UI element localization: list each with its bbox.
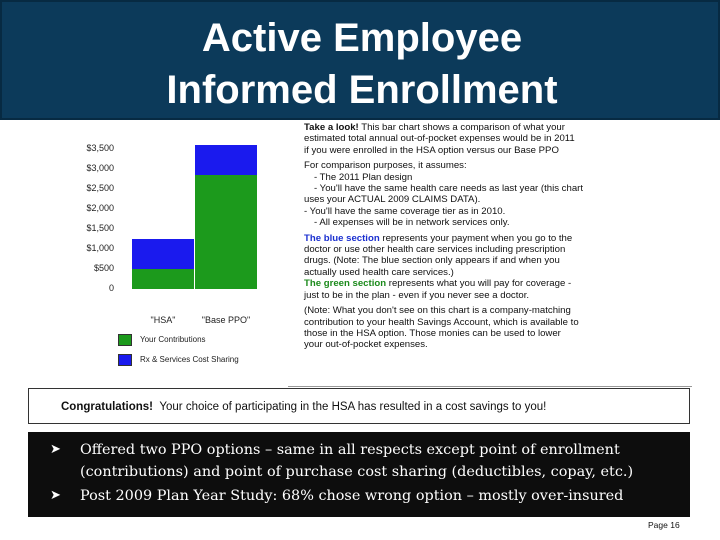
- description-line: - You'll have the same health care needs as last year (this chart: [314, 183, 584, 195]
- y-tick-label: $2,500: [86, 183, 114, 193]
- take-look-label: Take a look!: [304, 122, 359, 133]
- divider-line: [288, 386, 692, 387]
- description-line: drugs. (Note: The blue section only appears if and when you: [304, 255, 560, 267]
- bullet-text: Offered two PPO options – same in all respects except point of enrollment: [80, 442, 620, 458]
- description-line: your out-of-pocket expenses.: [304, 339, 428, 351]
- description-line: actually used health care services.): [304, 266, 454, 278]
- bullet-text: (contributions) and point of purchase cost sharing (deductibles, copay, etc.): [80, 464, 634, 480]
- y-tick-label: 0: [108, 283, 114, 293]
- blue-section-intro: [304, 233, 654, 244]
- chart-panel: [78, 122, 298, 380]
- description-line: estimated total annual out-of-pocket expenses would be in 2011: [304, 133, 575, 145]
- arrow-bullet-icon: ➤: [50, 442, 61, 457]
- congrats-label: Congratulations!: [61, 401, 153, 413]
- legend-label: Rx & Services Cost Sharing: [140, 355, 239, 364]
- description-intro: [304, 122, 654, 133]
- description-line: just to be in the plan - even if you never see a doctor.: [304, 289, 530, 301]
- page-number: Page 16: [648, 520, 680, 530]
- arrow-bullet-icon: ➤: [50, 488, 61, 503]
- slide-title-line-1: Active Employee: [201, 16, 523, 60]
- bar-segment-contributions: [195, 175, 257, 289]
- legend-label: Your Contributions: [140, 335, 206, 344]
- bullet-box: [28, 432, 690, 517]
- description-line: - All expenses will be in network services only.: [314, 217, 510, 229]
- description-line: For comparison purposes, it assumes:: [304, 160, 467, 172]
- description-line: This bar chart shows a comparison of what your: [361, 122, 565, 133]
- description-line: represents what you will pay for coverage -: [388, 278, 572, 290]
- blue-section-label: The blue section: [304, 232, 380, 244]
- title-banner: [0, 0, 720, 120]
- y-tick-label: $3,500: [86, 143, 114, 153]
- green-section-label: The green section: [304, 278, 387, 290]
- congrats-text: Your choice of participating in the HSA has resulted in a cost savings to you!: [159, 401, 547, 413]
- description-line: - The 2011 Plan design: [314, 171, 413, 183]
- bar-segment-cost-sharing: [132, 239, 194, 269]
- x-tick-label: "HSA": [150, 315, 176, 325]
- description-line: if you were enrolled in the HSA option versus our Base PPO: [304, 144, 559, 156]
- chart-description: [304, 122, 654, 351]
- y-tick-label: $2,000: [86, 203, 114, 213]
- bar-segment-cost-sharing: [195, 145, 257, 175]
- description-line: represents your payment when you go to the: [382, 232, 573, 244]
- congratulations-box: [28, 388, 690, 424]
- y-tick-label: $500: [93, 263, 114, 273]
- green-section-intro: [304, 278, 654, 289]
- description-line: - You'll have the same coverage tier as in 2010.: [304, 205, 506, 217]
- bar-segment-contributions: [132, 269, 194, 289]
- legend-swatch: [118, 334, 132, 346]
- y-tick-label: $1,000: [86, 243, 114, 253]
- description-line: those in the HSA option. Those monies can be used to lower: [304, 327, 561, 339]
- legend-swatch: [118, 354, 132, 366]
- description-line: doctor or use other health care services including prescription: [304, 244, 566, 256]
- y-tick-label: $3,000: [86, 163, 114, 173]
- description-line: contribution to your health Savings Account, which is available to: [304, 316, 579, 328]
- x-tick-label: "Base PPO": [201, 315, 251, 325]
- y-tick-label: $1,500: [86, 223, 114, 233]
- description-line: (Note: What you don't see on this chart is a company-matching: [304, 305, 571, 317]
- slide-title-line-2: Informed Enrollment: [166, 68, 558, 112]
- description-line: uses your ACTUAL 2009 CLAIMS DATA).: [304, 194, 481, 206]
- bullet-text: Post 2009 Plan Year Study: 68% chose wrong option – mostly over-insured: [80, 488, 624, 504]
